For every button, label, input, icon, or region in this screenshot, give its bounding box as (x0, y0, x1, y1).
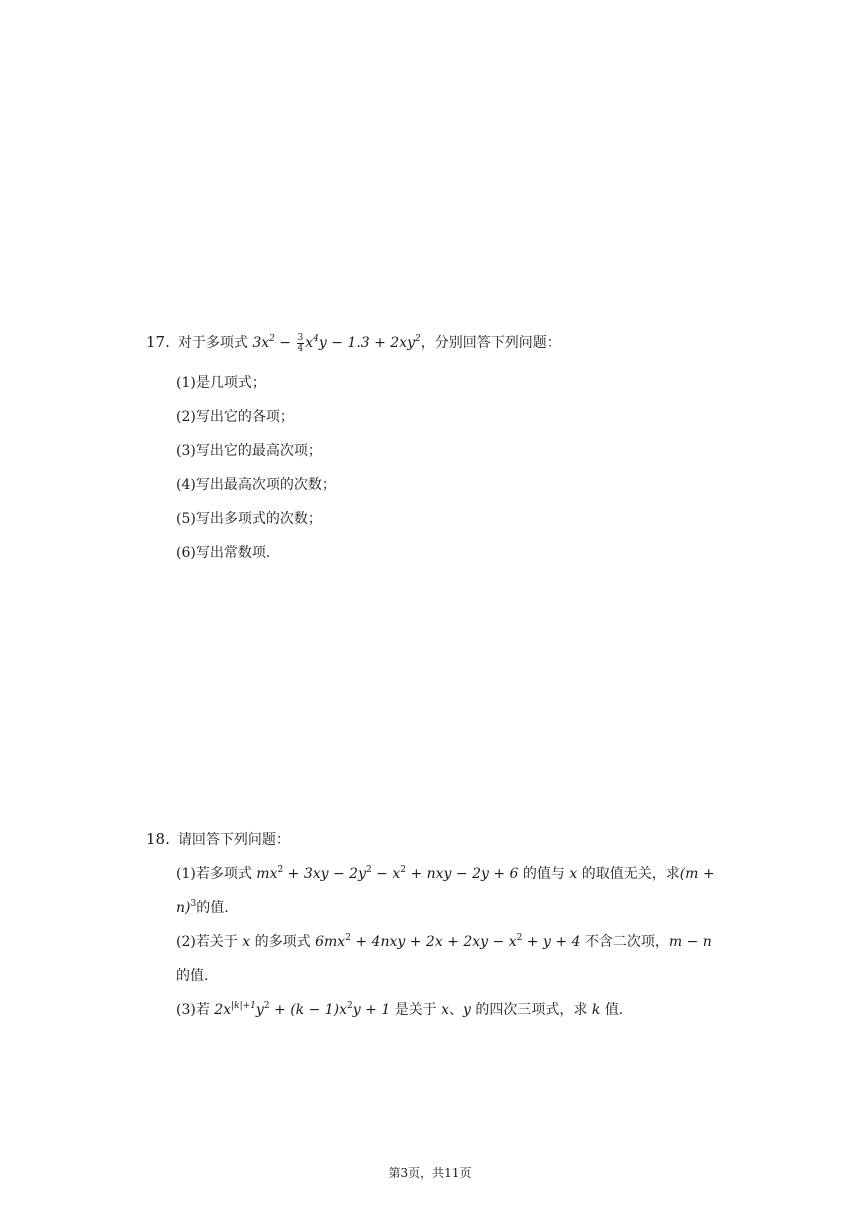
question-number: 17. (146, 333, 170, 351)
sub-question-4: (4)写出最高次项的次数； (176, 477, 336, 493)
question-number: 18. (146, 830, 170, 848)
sub-question-1-line-1: (1)若多项式 $mx^2 + 3xy - 2y^2 - x^2$ + nxy − 2y + 6 的值与 x 的取值无关，求(m + (176, 865, 715, 882)
sub-question-2: (2)写出它的各项； (176, 409, 294, 425)
sub-question-2-line-2: 的值. (176, 968, 209, 984)
question-tail: ，分别回答下列问题： (420, 335, 561, 351)
sub-question-5: (5)写出多项式的次数； (176, 511, 322, 527)
sub-question-6: (6)写出常数项. (176, 545, 271, 561)
page-footer: 第3页，共11页 (388, 1166, 472, 1180)
fraction: $\frac{3}{4}$ (297, 332, 304, 354)
polynomial-expression: $3x^2$ − $\frac{3}{4}$ $x^4y - 1.3 + 2xy^2$ (252, 332, 421, 354)
question-17-stem (146, 332, 561, 354)
question-intro: 对于多项式 (177, 335, 248, 351)
sub-question-3: (3)写出它的最高次项； (176, 443, 322, 459)
sub-question-3-line-1: (3)若 $2x^{|k|+1}y^2 + (k - 1)x^2y + 1$ 是关于 x、y 的四次三项式，求 k 值. (176, 1001, 624, 1018)
sub-question-2-line-1: (2)若关于 x 的多项式 $6mx^2 + 4nxy + 2x + 2xy - x^2 + y + 4$ 不含二次项，m − n (176, 933, 712, 950)
sub-question-1-line-2: n)$^3$的值. (176, 899, 229, 916)
sub-question-1: (1)是几项式； (176, 375, 266, 391)
question-18-stem (146, 829, 290, 849)
question-intro: 请回答下列问题： (177, 832, 290, 848)
